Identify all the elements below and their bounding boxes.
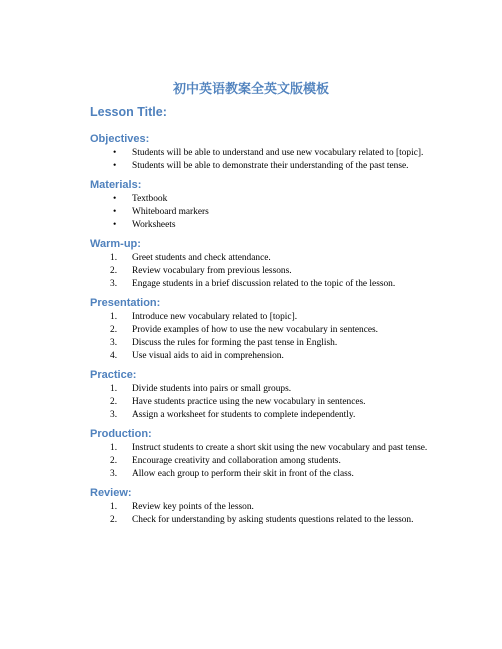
- list-item: • Students will be able to understand and use new vocabulary related to [topic].: [113, 148, 424, 158]
- list-item: 1. Review key points of the lesson.: [110, 502, 254, 512]
- presentation-list: [90, 311, 435, 362]
- list-item: 3. Assign a worksheet for students to complete independently.: [110, 410, 356, 420]
- list-item: 1. Instruct students to create a short skit using the new vocabulary and past tense.: [110, 443, 428, 453]
- practice-heading: Practice:: [90, 369, 137, 381]
- review-section: [90, 486, 435, 526]
- list-number: 1.: [110, 502, 118, 512]
- presentation-heading: Presentation:: [90, 297, 161, 309]
- list-item: 1. Greet students and check attendance.: [110, 253, 271, 263]
- objectives-list: [90, 147, 435, 172]
- materials-heading: Materials:: [90, 179, 142, 191]
- list-number: 3.: [110, 469, 118, 479]
- list-item: • Textbook: [113, 194, 168, 204]
- list-number: 4.: [110, 351, 118, 361]
- objectives-section: [90, 132, 435, 172]
- warmup-section: [90, 237, 435, 290]
- list-number: 1.: [110, 253, 118, 263]
- list-item: • Whiteboard markers: [113, 207, 209, 217]
- list-item: 2. Check for understanding by asking students questions related to the lesson.: [110, 515, 414, 525]
- list-number: 2.: [110, 515, 118, 525]
- materials-section: [90, 178, 435, 231]
- production-list: [90, 442, 435, 480]
- warmup-heading: Warm-up:: [90, 238, 141, 250]
- production-section: [90, 427, 435, 480]
- bullet-icon: •: [113, 220, 117, 230]
- practice-list: [90, 383, 435, 421]
- list-number: 1.: [110, 443, 118, 453]
- objectives-heading: Objectives:: [90, 133, 150, 145]
- list-item: 2. Encourage creativity and collaboration among students.: [110, 456, 341, 466]
- list-item: 3. Discuss the rules for forming the past tense in English.: [110, 338, 338, 348]
- list-item: 2. Have students practice using the new vocabulary in sentences.: [110, 397, 366, 407]
- document-body: [90, 104, 435, 532]
- document-title: 初中英语教案全英文版模板: [172, 82, 329, 97]
- list-number: 2.: [110, 325, 118, 335]
- list-item: 1. Divide students into pairs or small groups.: [110, 384, 292, 394]
- list-number: 3.: [110, 279, 118, 289]
- bullet-icon: •: [113, 148, 117, 158]
- list-number: 3.: [110, 338, 118, 348]
- list-number: 2.: [110, 456, 118, 466]
- production-heading: Production:: [90, 428, 152, 440]
- list-item: 3. Engage students in a brief discussion related to the topic of the lesson.: [110, 279, 396, 289]
- list-item: 4. Use visual aids to aid in comprehension.: [110, 351, 284, 361]
- bullet-icon: •: [113, 161, 117, 171]
- bullet-icon: •: [113, 207, 117, 217]
- materials-list: [90, 193, 435, 231]
- list-item: 3. Allow each group to perform their skit in front of the class.: [110, 469, 354, 479]
- list-number: 1.: [110, 384, 118, 394]
- presentation-section: [90, 296, 435, 362]
- list-number: 2.: [110, 266, 118, 276]
- list-item: • Worksheets: [113, 220, 176, 230]
- list-item: 2. Review vocabulary from previous lessons.: [110, 266, 292, 276]
- lesson-title-heading: Lesson Title:: [90, 105, 167, 119]
- list-number: 2.: [110, 397, 118, 407]
- list-number: 3.: [110, 410, 118, 420]
- list-item: • Students will be able to demonstrate their understanding of the past tense.: [113, 161, 409, 171]
- list-number: 1.: [110, 312, 118, 322]
- bullet-icon: •: [113, 194, 117, 204]
- warmup-list: [90, 252, 435, 290]
- list-item: 1. Introduce new vocabulary related to [topic].: [110, 312, 298, 322]
- review-heading: Review:: [90, 487, 132, 499]
- list-item: 2. Provide examples of how to use the new vocabulary in sentences.: [110, 325, 379, 335]
- review-list: [90, 501, 435, 526]
- practice-section: [90, 368, 435, 421]
